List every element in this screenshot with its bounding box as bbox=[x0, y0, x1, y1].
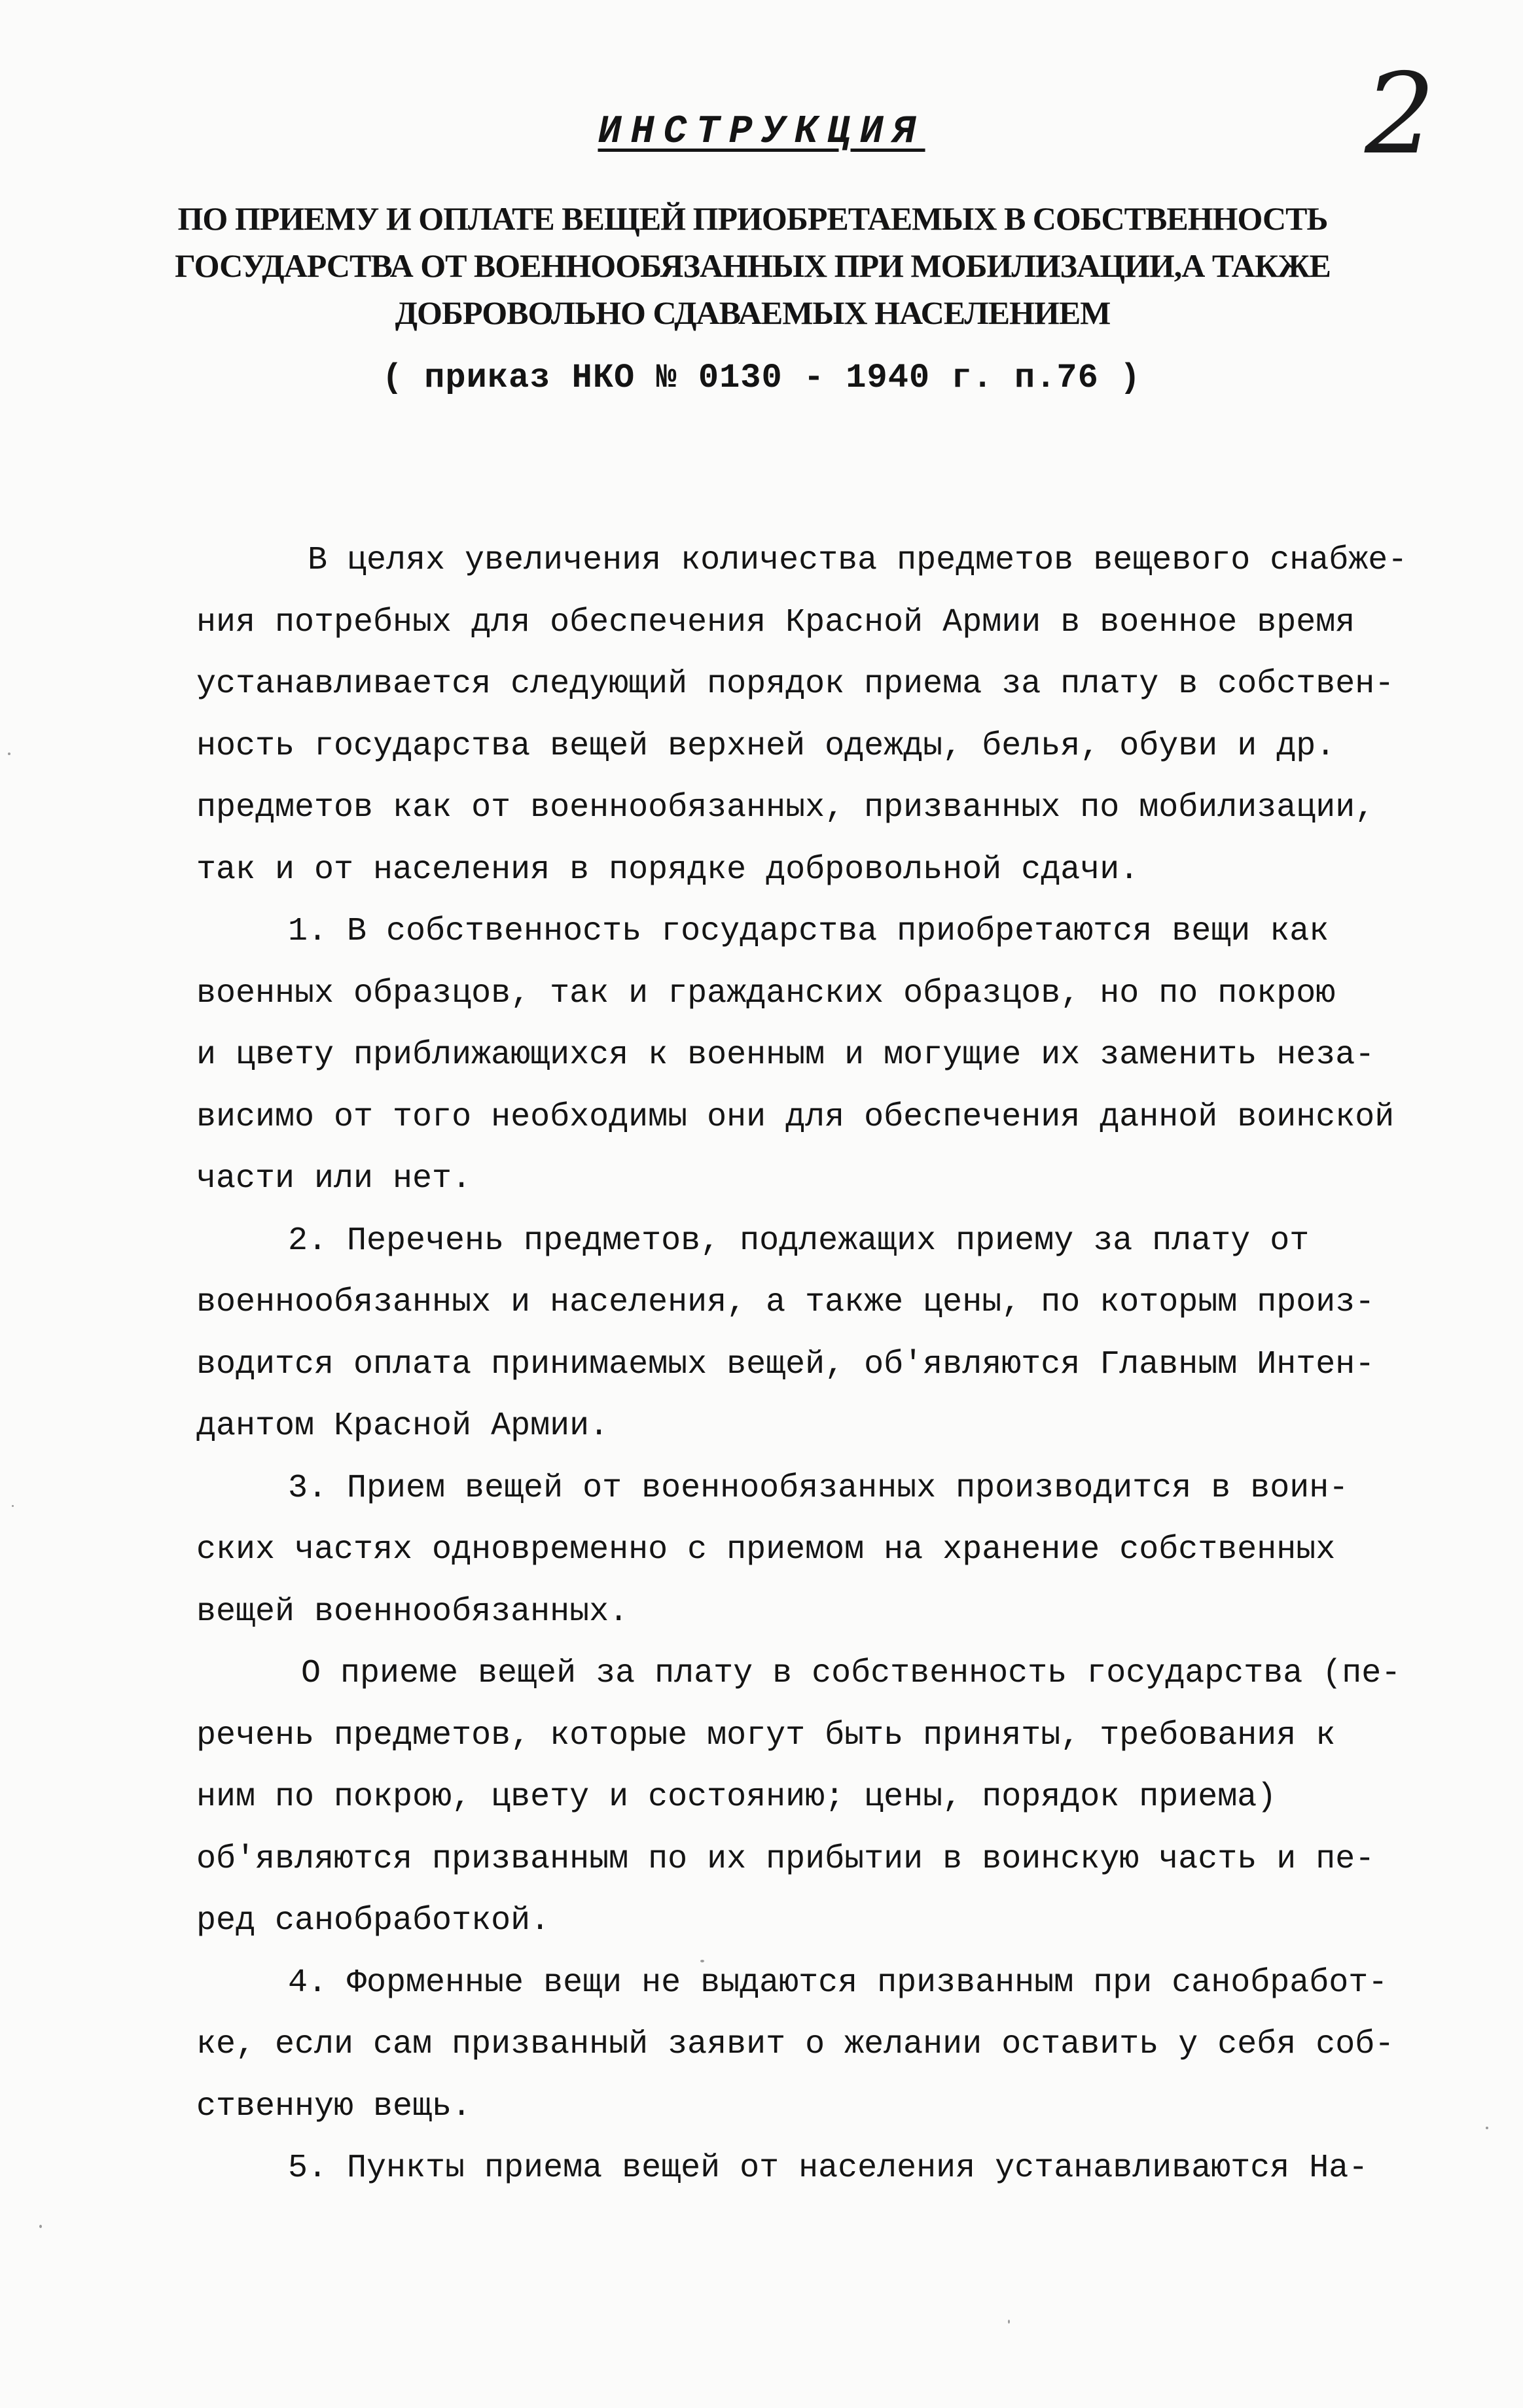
body-line: ред санобработкой. bbox=[196, 1902, 550, 1939]
document-subtitle bbox=[98, 195, 1407, 336]
subtitle-line: ПО ПРИЕМУ И ОПЛАТЕ ВЕЩЕЙ ПРИОБРЕТАЕМЫХ В СОБСТВЕННОСТЬ bbox=[177, 200, 1328, 237]
body-line: 3. Прием вещей от военнообязанных производится в воин- bbox=[288, 1469, 1349, 1507]
body-line: вещей военнообязанных. bbox=[196, 1593, 629, 1631]
body-line: 1. В собственность государства приобретаются вещи как bbox=[288, 913, 1329, 950]
subtitle-line: ДОБРОВОЛЬНО СДАВАЕМЫХ НАСЕЛЕНИЕМ bbox=[395, 294, 1111, 331]
body-line: ния потребных для обеспечения Красной Армии в военное время bbox=[196, 603, 1355, 641]
body-line: ним по покрою, цвету и состоянию; цены, порядок приема) bbox=[196, 1779, 1277, 1816]
body-line: предметов как от военнообязанных, призванных по мобилизации, bbox=[196, 789, 1375, 826]
body-line: военнообязанных и населения, а также цены, по которым произ- bbox=[196, 1284, 1375, 1321]
body-line: 2. Перечень предметов, подлежащих приему за плату от bbox=[288, 1222, 1310, 1260]
body-line: ственную вещь. bbox=[196, 2087, 472, 2125]
body-line: так и от населения в порядке добровольной сдачи. bbox=[196, 851, 1139, 889]
body-line: О приеме вещей за плату в собственность государства (пе- bbox=[301, 1655, 1401, 1692]
body-line: речень предметов, которые могут быть приняты, требования к bbox=[196, 1716, 1336, 1754]
body-line: устанавливается следующий порядок приема за плату в собствен- bbox=[196, 665, 1395, 703]
body-line: и цвету приближающихся к военным и могущие их заменить неза- bbox=[196, 1036, 1375, 1074]
order-reference: ( приказ НКО № 0130 - 1940 г. п.76 ) bbox=[382, 359, 1141, 397]
body-line: 5. Пункты приема вещей от населения устанавливаются На- bbox=[288, 2150, 1369, 2187]
body-line: дантом Красной Армии. bbox=[196, 1408, 609, 1445]
body-line: об'являются призванным по их прибытии в воинскую часть и пе- bbox=[196, 1840, 1375, 1878]
scan-speck bbox=[12, 1505, 14, 1507]
document-body bbox=[196, 530, 1499, 2200]
scan-speck bbox=[8, 752, 10, 755]
document-title: ИНСТРУКЦИЯ bbox=[598, 110, 925, 154]
body-line: ских частях одновременно с приемом на хранение собственных bbox=[196, 1531, 1336, 1568]
body-line: ность государства вещей верхней одежды, белья, обуви и др. bbox=[196, 727, 1336, 765]
scan-speck bbox=[1008, 2320, 1010, 2324]
body-line: 4. Форменные вещи не выдаются призванным при санобработ- bbox=[288, 1964, 1388, 2002]
body-line: В целях увеличения количества предметов вещевого снабже- bbox=[308, 542, 1408, 579]
body-line: водится оплата принимаемых вещей, об'являются Главным Интен- bbox=[196, 1345, 1375, 1383]
body-line: висимо от того необходимы они для обеспечения данной воинской bbox=[196, 1098, 1395, 1136]
subtitle-line: ГОСУДАРСТВА ОТ ВОЕННООБЯЗАННЫХ ПРИ МОБИЛИЗАЦИИ,А ТАКЖЕ bbox=[175, 247, 1331, 284]
body-line: ке, если сам призванный заявит о желании оставить у себя соб- bbox=[196, 2026, 1395, 2063]
body-line: военных образцов, так и гражданских образцов, но по покрою bbox=[196, 974, 1336, 1012]
handwritten-page-number: 2 bbox=[1365, 50, 1436, 179]
body-line: части или нет. bbox=[196, 1160, 472, 1197]
scan-speck bbox=[39, 2225, 42, 2228]
